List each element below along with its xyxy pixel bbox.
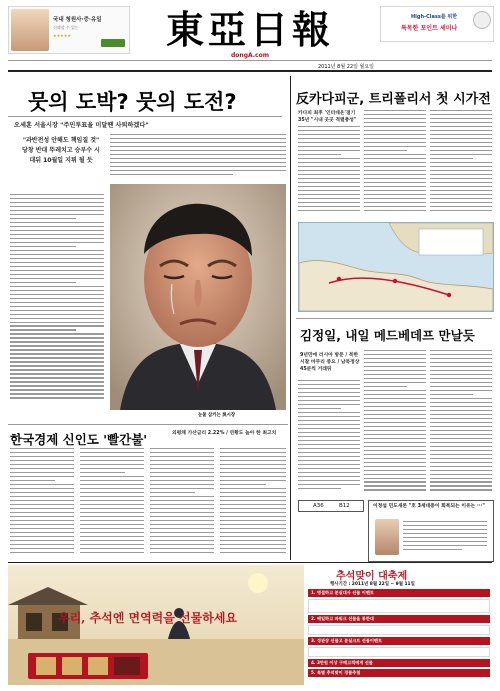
index-a[interactable]: A36 <box>313 503 324 509</box>
lead-deck: "과반전성 안해도 책임질 것" 당창 반대 뚜레치고 승부수 시대뒤 10월일 지뤼 될 듯 <box>22 137 100 164</box>
index-b[interactable]: B12 <box>339 503 350 509</box>
lead-body-text-col2 <box>110 134 286 180</box>
masthead-bottom-rule <box>8 70 492 72</box>
economy-deck: 외평채 가산금리 2.22% / 연황도 높아 한 최고치 <box>172 431 277 436</box>
ad-top-rule <box>8 562 492 563</box>
essay-author-photo <box>375 519 399 555</box>
essay-text <box>403 521 487 557</box>
ad-promo-sub: 행사기간 : 2011년 8월 22일 ~ 9월 11일 <box>330 582 415 587</box>
ad-event-detail <box>308 625 490 635</box>
kim-deck: 9년만에 러시아 방문 / 북한시찰 마무리 중요 / 남북정상 45분씩 거래뒤 <box>300 353 360 372</box>
ad-tagline: 국내 청원사·증·유일 <box>53 17 102 23</box>
essay-box-title: 이정섭 민도새론 "호 3세대중이 회복되는 이유는 ···" <box>373 504 485 509</box>
ad-event-item[interactable]: 1. 명절하고 분실대사 선물 이벤트 <box>308 589 490 597</box>
left-masthead-ad[interactable] <box>8 6 130 54</box>
libya-body-text-col2 <box>364 110 426 218</box>
ad-calligraphy: 우리, 추석엔 면역력을 선물하세요 <box>58 611 238 625</box>
site-url[interactable]: dongA.com <box>231 52 269 59</box>
economy-body-col4 <box>220 448 286 556</box>
bottom-ad[interactable] <box>8 565 492 685</box>
libya-map[interactable] <box>298 222 494 312</box>
lead-headline[interactable]: 뭇의 도박? 뭇의 도전? <box>28 90 237 114</box>
economy-body-col2 <box>80 448 144 556</box>
libya-lead: 카다피 최후 '인터데온'점기 35년 "시내 곳곳 격렬총성" <box>298 111 357 123</box>
economy-body-col3 <box>150 448 214 556</box>
map-graphic <box>299 223 493 311</box>
economy-headline[interactable]: 한국경제 신인도 '빨간불' <box>10 432 148 447</box>
ad-event-item[interactable]: 5. 특별 추석맞이 경품추첨 <box>308 669 490 677</box>
ad-promo-title: 추석맞이 대축제 <box>336 571 408 582</box>
libya-headline[interactable]: 反카다피군, 트리폴리서 첫 시가전 <box>296 92 491 107</box>
lead-bottom-rule <box>8 424 288 425</box>
masthead-info-rule <box>8 60 492 61</box>
economy-body-col1 <box>10 448 74 556</box>
ad-promo-panel <box>306 565 492 685</box>
newspaper-logo: 東亞日報 <box>165 7 334 52</box>
lead-headline-rule <box>8 116 282 117</box>
kim-headline[interactable]: 김정일, 내일 메드베데프 만날듯 <box>300 328 475 343</box>
libya-body-text-col3 <box>430 110 492 218</box>
ad-illustration-panel <box>8 565 304 685</box>
ad-green-logo <box>101 39 125 47</box>
ad-event-detail <box>308 647 490 657</box>
ad-event-item[interactable]: 2. 베일하고 파워크 선물을 통한대 <box>308 615 490 623</box>
lead-body-text <box>10 194 104 408</box>
ad-event-list <box>308 589 490 679</box>
ad-event-detail <box>308 599 490 613</box>
essay-box[interactable] <box>368 500 494 562</box>
column-divider <box>290 76 291 560</box>
right-ad-emblem <box>473 11 491 29</box>
ad-subline: 신뢰할 수 있는 <box>53 25 79 30</box>
lead-photo[interactable] <box>110 184 286 410</box>
issue-date: 2011년 8월 22일 월요일 <box>318 64 375 70</box>
ad-stars: ★★★★★ <box>53 33 71 38</box>
kim-top-rule <box>296 318 492 319</box>
kim-body-col1 <box>298 380 360 498</box>
kim-body-col3 <box>430 350 492 498</box>
right-ad-line2: 특목한 포인트 세미나 <box>401 25 458 32</box>
ad-event-item[interactable]: 4. 3만원 이상 구매고객에게 선물 <box>308 659 490 667</box>
kim-body-col2 <box>364 350 426 498</box>
masthead <box>0 0 500 70</box>
lead-subhead: 오세훈 서울시장 "주민투표율 미달땐 사퇴하겠다" <box>14 122 149 129</box>
libya-body-text-col1 <box>298 126 360 218</box>
right-masthead-ad[interactable] <box>380 6 494 42</box>
index-box <box>298 500 364 512</box>
ad-event-item[interactable]: 3. 정관장 선물고 분실크트 선물이벤트 <box>308 637 490 645</box>
ad-person-photo <box>11 9 49 51</box>
lead-photo-caption-label: 눈물 삼키는 吳시장 <box>198 413 236 418</box>
crying-man-illustration <box>110 184 286 410</box>
right-ad-line1: High-Class를 위한 <box>411 14 458 20</box>
